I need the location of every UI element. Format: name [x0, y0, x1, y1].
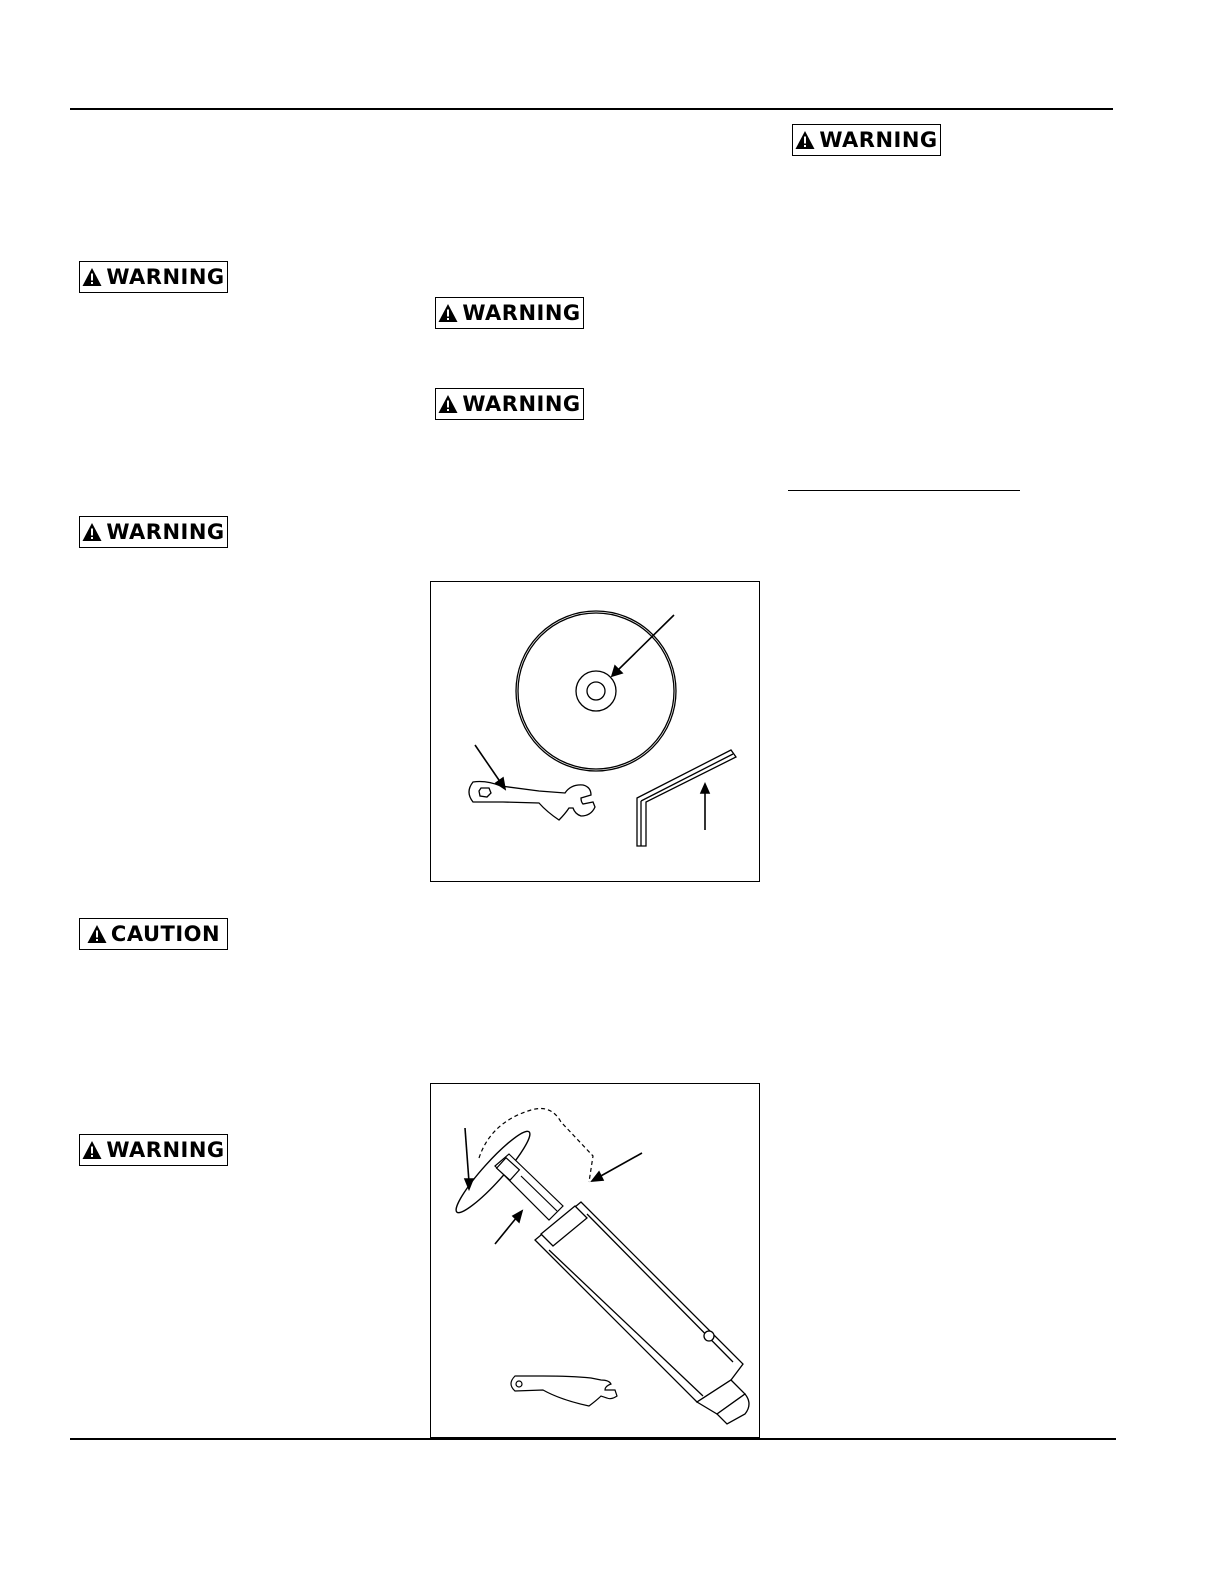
warning-badge: [435, 297, 584, 329]
spindle-label-arrow: [495, 1211, 522, 1244]
warning-badge: [792, 124, 941, 156]
accessories-illustration: [431, 582, 761, 883]
cut-off-wheel: [516, 611, 676, 771]
warning-badge: [435, 388, 584, 420]
wheel-arrow: [612, 615, 674, 676]
hex-key: [637, 750, 736, 846]
warning-triangle-icon: [438, 394, 458, 414]
hex-key-arrow: [701, 784, 709, 830]
warning-label: WARNING: [106, 1138, 225, 1162]
figure-accessories: [430, 581, 760, 882]
wheel-label-arrow: [465, 1128, 473, 1189]
warning-label: WARNING: [106, 265, 225, 289]
warning-label: WARNING: [819, 128, 938, 152]
warning-badge: [79, 1134, 228, 1166]
wrench: [511, 1376, 617, 1406]
warning-badge: [79, 516, 228, 548]
tool-assembly-illustration: [431, 1084, 761, 1439]
warning-label: WARNING: [462, 301, 581, 325]
warning-triangle-icon: [795, 130, 815, 150]
warning-triangle-icon: [82, 267, 102, 287]
warning-triangle-icon: [82, 522, 102, 542]
warning-label: WARNING: [106, 520, 225, 544]
guard-label-arrow: [592, 1153, 642, 1181]
warning-triangle-icon: [438, 303, 458, 323]
warning-triangle-icon: [82, 1140, 102, 1160]
spindle: [495, 1154, 563, 1220]
header-rule: [70, 108, 1113, 110]
warning-badge: [79, 261, 228, 293]
warning-label: WARNING: [462, 392, 581, 416]
caution-badge: [79, 918, 228, 950]
caution-label: CAUTION: [110, 922, 221, 946]
figure-tool-assembly: [430, 1083, 760, 1438]
wrench: [469, 782, 595, 821]
section-underline: [788, 490, 1020, 491]
warning-triangle-icon: [87, 924, 107, 944]
